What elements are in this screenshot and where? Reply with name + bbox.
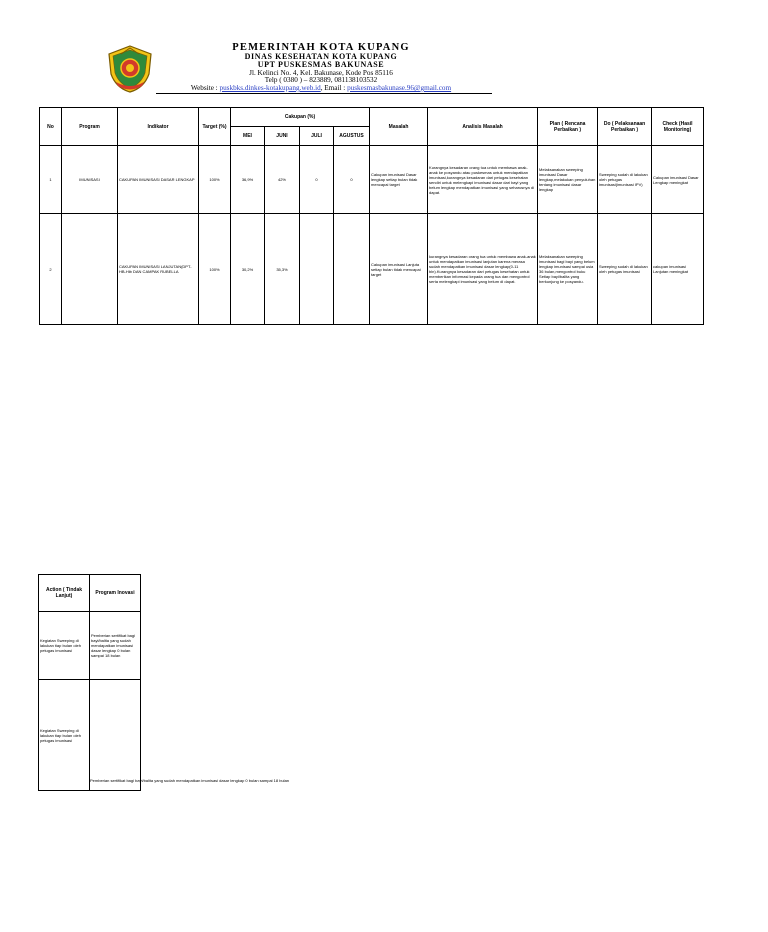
cell-masalah: Cakupan imunisasi Dasar lengkap setiap bulan tidak mencapai target [370, 146, 428, 214]
followup-table [38, 574, 141, 791]
header-action: Action ( Tindak Lanjut) [39, 575, 90, 612]
header-row [40, 108, 704, 127]
cell-no: 2 [40, 214, 62, 325]
email-link[interactable]: puskesmasbakunase.96@gmail.com [347, 83, 452, 92]
cell-agustus [334, 214, 370, 325]
header-masalah: Masalah [370, 108, 428, 146]
cell-target: 100% [199, 214, 231, 325]
header-month-agustus: AGUSTUS [334, 127, 370, 146]
header-month-juli: JULI [300, 127, 334, 146]
cell-juli [300, 214, 334, 325]
cell-program: IMUNISASI [62, 146, 118, 214]
letterhead-phone: Telp ( 0380 ) – 823889, 081138103532 [264, 76, 378, 85]
cell-do: Sweeping sudah di lakukan oleh petugas imunisasi(imunisasi IPV) [598, 146, 652, 214]
table-row [40, 146, 704, 214]
header-plan: Plan ( Rencana Perbaikan ) [538, 108, 598, 146]
cell-indikator: CAKUPAN IMUNISASI DASAR LENGKAP [118, 146, 199, 214]
header-target: Target (%) [199, 108, 231, 146]
cell-plan: Melaksanakan sweeping imunisasi bagi bayi yang belum lengkap imunisasi sampai usia 36 bulan,mengontrol buku Setiap bayi/balita yang berkunjung ke posyandu. [538, 214, 598, 325]
cell-program [62, 214, 118, 325]
table-row [39, 680, 141, 791]
cell-target: 100% [199, 146, 231, 214]
cell-juli: 0 [300, 146, 334, 214]
letterhead [0, 0, 768, 100]
header-month-mei: MEI [231, 127, 265, 146]
header-program: Program [62, 108, 118, 146]
cell-juni: 35,3% [265, 214, 300, 325]
cell-inovasi [90, 680, 141, 791]
cell-inovasi: Pemberian sertifikat bagi bayi/balita yang sudah mendapatkan imunisasi dasar lengkap 0 bulan sampai 18 bulan [90, 612, 141, 680]
cell-juni: 42% [265, 146, 300, 214]
table-row [39, 612, 141, 680]
cell-analisis: kurangnya kesadaran orang tua untuk membawa anak-anak untuk mendapatkan imunisasi lanjutan karena merasa sudah mendapatkan imunisasi dasar lengkap(0-11 bln).Kurangnya kesadaran dari petugas kesehatan untuk memberikan informasi kepada orang tua dan mengontrol serta melengkapi imunisasi yang belum di dapat. [428, 214, 538, 325]
header-indikator: Indikator [118, 108, 199, 146]
header-cakupan: Cakupan (%) [231, 108, 370, 127]
evaluation-table [39, 107, 704, 325]
letterhead-department: DINAS KESEHATAN KOTA KUPANG [244, 52, 398, 62]
cell-action: Kegiatan Sweeping di lakukan tiap bulan oleh petugas imunisasi [39, 680, 90, 791]
cell-analisis: Kurangnya kesadaran orang tua untuk membawa anak-anak ke posyandu atau puskesmas untuk mendapatkan imunisasi,kurangnya kesadaran dari petugas kesehatan sendiri untuk melengkapi imunisasi dasar dari bayi yang belum lengkap mendapatkan imunisasi yang seharusnya di dapat. [428, 146, 538, 214]
header-check: Check (Hasil Monitoring) [652, 108, 704, 146]
cell-do: Sweeping sudah di lakukan oleh petugas imunisasi [598, 214, 652, 325]
letterhead-address: Jl. Kelinci No. 4, Kel. Bakunase, Kode Pos 85116 [249, 68, 393, 77]
letterhead-divider [156, 93, 492, 94]
cell-action: Kegiatan Sweeping di lakukan tiap bulan oleh petugas imunisasi [39, 612, 90, 680]
cell-agustus: 0 [334, 146, 370, 214]
table-row [40, 214, 704, 325]
letterhead-institution: UPT PUSKESMAS BAKUNASE [257, 60, 385, 70]
overflow-inovasi-text: Pemberian sertifikat bagi bayi/balita yang sudah mendapatkan imunisasi dasar lengkap 0 bulan sampai 18 bulan [90, 778, 290, 783]
website-label: Website : [190, 83, 220, 92]
followup-header-row [39, 575, 141, 612]
letterhead-government: PEMERINTAH KOTA KUPANG [232, 42, 410, 53]
cell-check: Cakupan imunisasi Dasar Lengkap meningkat [652, 146, 704, 214]
header-inovasi: Program Inovasi [90, 575, 141, 612]
email-label: , Email : [320, 83, 348, 92]
cell-mei: 36,9% [231, 146, 265, 214]
header-analisis: Analisis Masalah [428, 108, 538, 146]
cell-no: 1 [40, 146, 62, 214]
header-no: No [40, 108, 62, 146]
cell-plan: Melaksanakan sweeping imunisasi Dasar lengkap,melakukan penyuluhan tentang imunisasi dasar lengkap [538, 146, 598, 214]
cell-mei: 30,2% [231, 214, 265, 325]
cell-indikator: CAKUPAN IMUNISASI LANJUTAN(DPT-HB-Hib DAN CAMPAK RUBELLA [118, 214, 199, 325]
header-do: Do ( Pelaksanaan Perbaikan ) [598, 108, 652, 146]
cell-check: cakupan imunisasi Lanjutan meningkat [652, 214, 704, 325]
letterhead-contact [140, 85, 502, 93]
website-link[interactable]: puskbks.dinkes-kotakupang.web.id [219, 83, 321, 92]
letterhead-text [140, 42, 502, 92]
header-month-juni: JUNI [265, 127, 300, 146]
cell-masalah: Cakupan imunisasi Lanjuta setiap bulan tidak mencapai target [370, 214, 428, 325]
